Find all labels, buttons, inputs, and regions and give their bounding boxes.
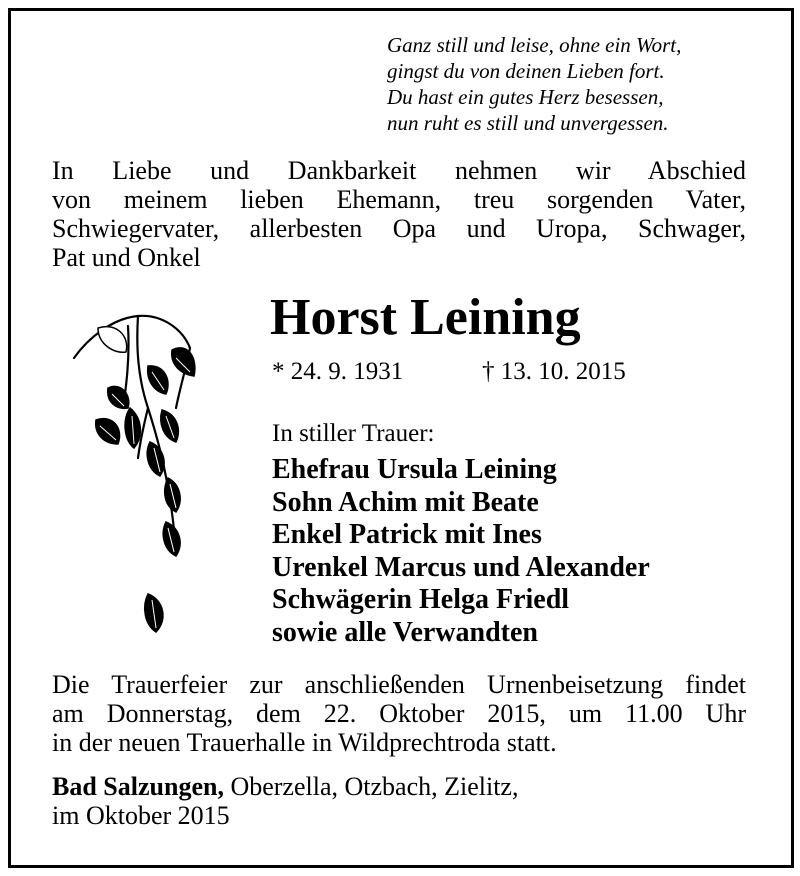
mourner: Sohn Achim mit Beate: [272, 486, 539, 518]
mourners-list: [272, 454, 650, 649]
ceremony-line: Die Trauerfeier zur anschließenden Urnenbeisetzung findet: [52, 670, 746, 699]
intro-text: [52, 156, 746, 272]
death-date: † 13. 10. 2015: [482, 358, 626, 385]
mourning-label: In stiller Trauer:: [272, 420, 435, 447]
notice-date: im Oktober 2015: [52, 801, 230, 830]
life-dates: [272, 356, 626, 388]
poem-line: Ganz still und leise, ohne ein Wort,: [387, 33, 682, 57]
mourner: Ehefrau Ursula Leining: [272, 454, 557, 485]
deceased-name: Horst Leining: [270, 289, 581, 346]
ceremony-line: am Donnerstag, dem 22. Oktober 2015, um 11.00 Uhr: [52, 699, 746, 728]
intro-line: Schwiegervater, allerbesten Opa und Uropa, Schwager,: [52, 214, 746, 243]
mourner: Schwägerin Helga Friedl: [272, 584, 570, 615]
intro-line: von meinem lieben Ehemann, treu sorgenden Vater,: [52, 185, 746, 214]
place-and-date: [52, 772, 518, 830]
mourner: Enkel Patrick mit Ines: [272, 519, 542, 550]
place-line: [52, 772, 518, 801]
place-city: Bad Salzungen,: [52, 772, 224, 801]
intro-line: Pat und Onkel: [52, 243, 201, 272]
birch-branch-illustration: [68, 308, 208, 638]
place-villages: Oberzella, Otzbach, Zielitz,: [223, 772, 519, 801]
intro-line: In Liebe und Dankbarkeit nehmen wir Abschied: [52, 156, 746, 185]
poem-line: nun ruht es still und unvergessen.: [387, 111, 669, 135]
birth-date: * 24. 9. 1931: [272, 358, 404, 385]
mourner: sowie alle Verwandten: [272, 616, 538, 648]
ceremony-text: [52, 670, 746, 757]
poem-line: Du hast ein gutes Herz besessen,: [387, 85, 664, 109]
poem-line: gingst du von deinen Lieben fort.: [387, 59, 665, 83]
ceremony-line: in der neuen Trauerhalle in Wildprechtroda statt.: [52, 728, 557, 757]
mourner: Urenkel Marcus und Alexander: [272, 551, 650, 583]
poem: [387, 32, 777, 136]
